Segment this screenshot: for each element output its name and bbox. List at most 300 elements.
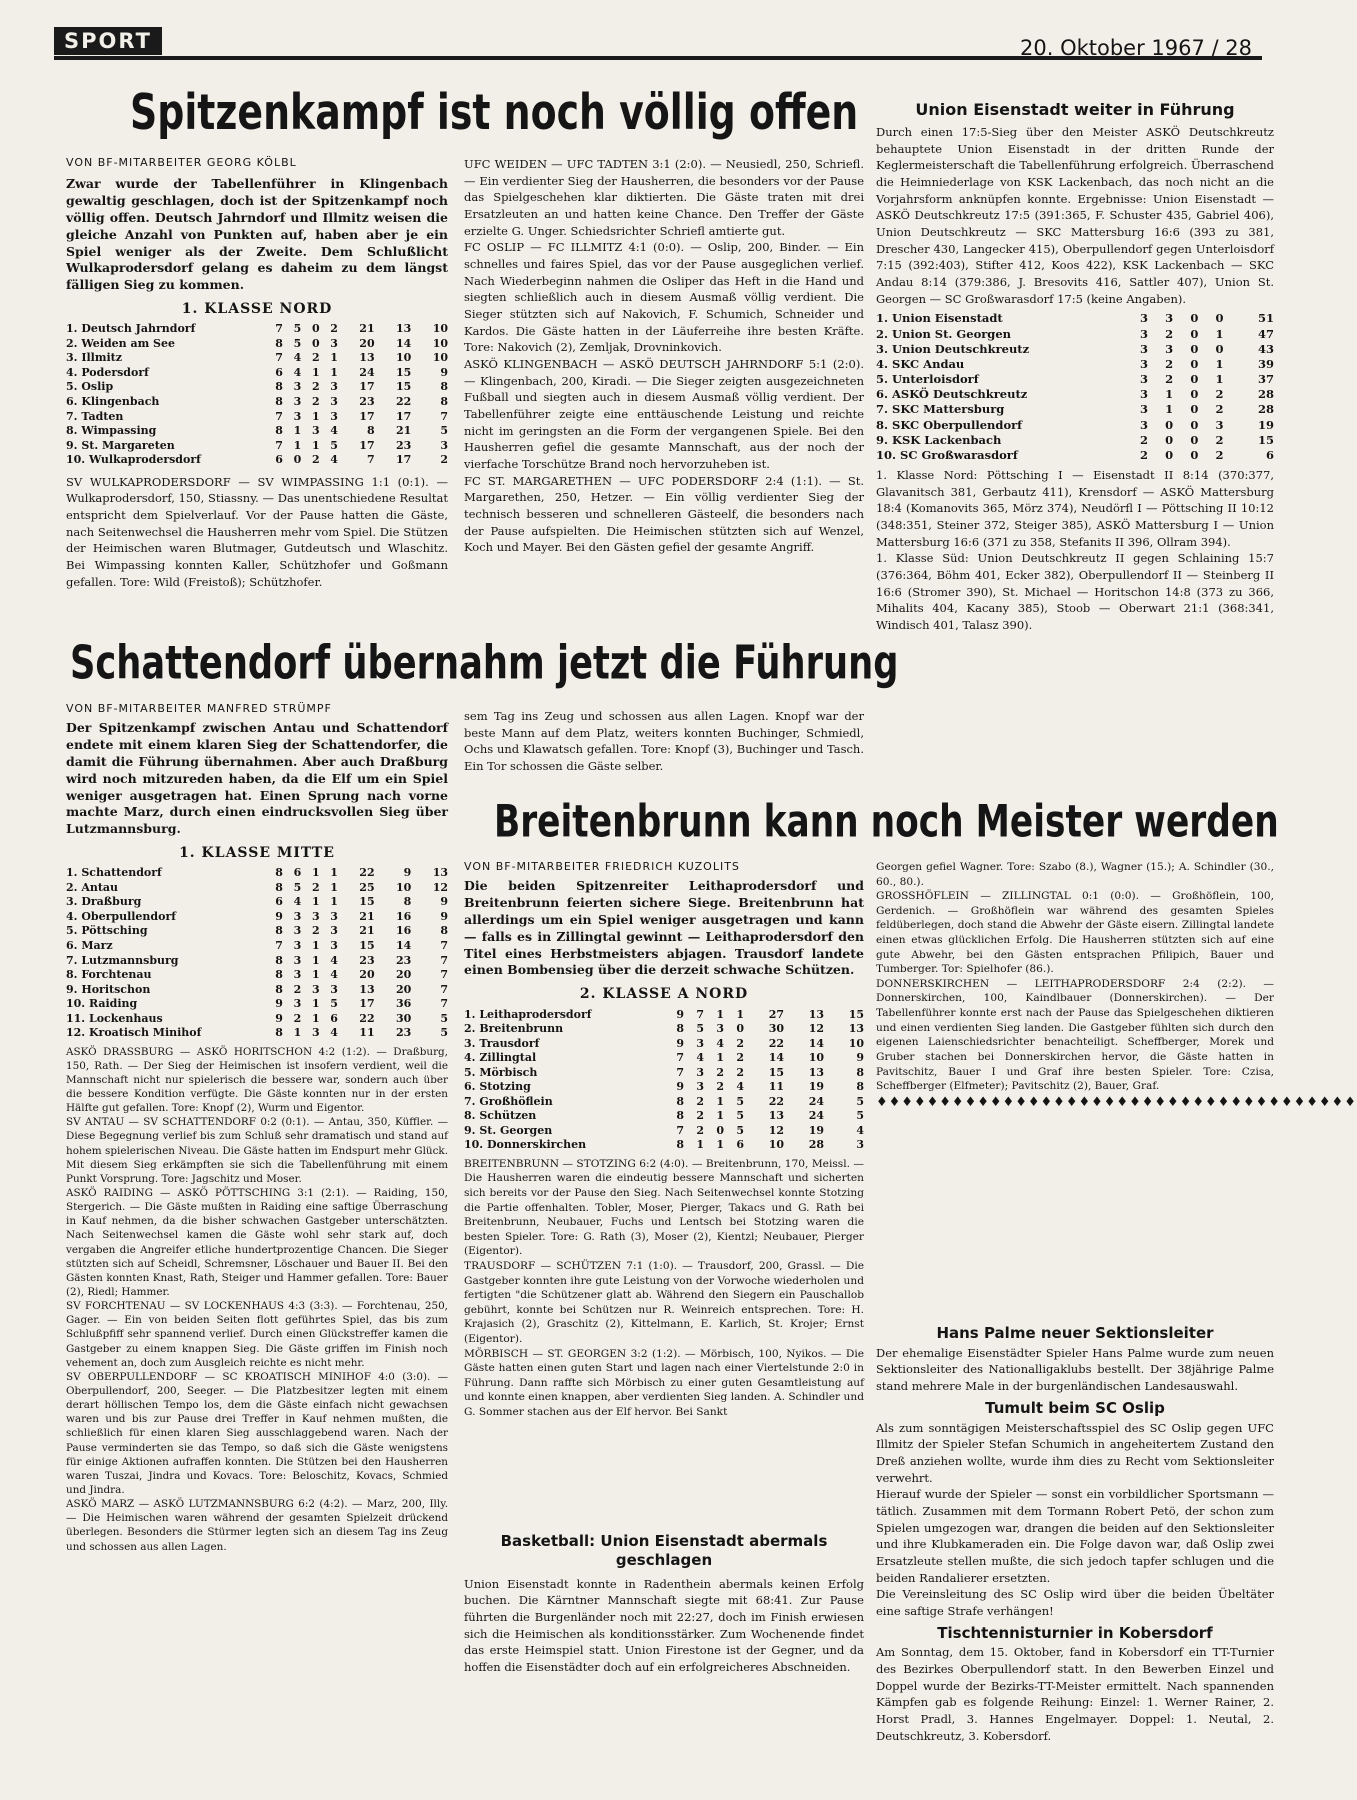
stat-cell: 3 (293, 380, 302, 394)
stat-cell: 9 (275, 997, 283, 1011)
article3-report-donnerskirchen: DONNERSKIRCHEN — LEITHAPRODERSDORF 2:4 (2:2). — Donnerskirchen, 100, Kaindlbauer (Donnerskirchen). — Der Tabellenführer konnte erst nach der Pause das Spielgeschehen diktieren und einen verdienten Sieg landen. Die Gastgeber fühlten sich durch den eigenen Laienschiedsrichter benachteiligt. Scheffberger, Morek und Gruber stachen bei Donnerskirchen hervor, die Gäste hatten in Pavitschitz, Bauer I und Graf ihre besten Spieler. Tore: Czisa, Scheffberger (Elfmeter); Pavitschitz (2), Bauer, Graf. (876, 977, 1274, 1093)
stat-cell: 3 (293, 953, 302, 967)
article2-column-left (66, 720, 448, 1554)
stat-cell: 4 (330, 953, 338, 967)
stat-cell: 10 (848, 1036, 864, 1050)
stat-cell: 9 (676, 1036, 684, 1050)
stat-cell: 2 (736, 1065, 744, 1079)
standings-row (66, 453, 448, 468)
stat-cell: 9 (440, 365, 448, 379)
stat-cell: 1 (330, 365, 338, 379)
stat-cell: 11 (359, 1026, 375, 1040)
team-name: 11. Lockenhaus (66, 1011, 163, 1025)
stat-cell: 17 (395, 453, 412, 467)
stat-cell: 4 (856, 1123, 864, 1137)
stat-cell: 47 (1257, 326, 1274, 341)
stat-cell: 13 (808, 1007, 824, 1021)
team-name: 1. Leithaprodersdorf (464, 1007, 592, 1021)
stat-cell: 8 (403, 895, 412, 909)
star-divider: ♦♦♦♦♦♦♦♦♦♦♦♦♦♦♦♦♦♦♦♦♦♦♦♦♦♦♦♦♦♦♦♦♦♦♦♦♦♦ (876, 1094, 1357, 1110)
stat-cell: 23 (395, 438, 412, 452)
stat-cell: 37 (1257, 372, 1274, 387)
tumult-text-3: Die Vereinsleitung des SC Oslip wird über die beiden Übeltäter eine saftige Strafe verhängen! (876, 1587, 1274, 1618)
stat-cell: 14 (768, 1051, 784, 1065)
stat-cell: 3 (1139, 402, 1148, 417)
stat-cell: 1 (1215, 356, 1224, 371)
stat-cell: 15 (359, 939, 375, 952)
stat-cell: 1 (1165, 402, 1174, 417)
stat-cell: 21 (359, 924, 375, 938)
stat-cell: 1 (716, 1051, 724, 1065)
tumult-text-1: Als zum sonntägigen Meisterschaftsspiel des SC Oslip gegen UFC Illmitz der Spieler Stefan Schumich in angeheitertem Zustand den Dreß anziehen wollte, wurde ihm dies zu Recht vom Sektionsleiter verwehrt. (876, 1420, 1274, 1485)
article1-lead: Zwar wurde der Tabellenführer in Klingenbach gewaltig geschlagen, doch ist der Spitzenkampf noch völlig offen. Deutsch Jahrndorf und Illmitz weisen die gleiche Anzahl von Punkten auf, haben aber je ein Spiel weniger als der Zweite. Dem Schlußlicht Wulkaprodersdorf gelang es daheim zu dem längst fälligen Sieg zu kommen. (66, 176, 448, 293)
team-name: 7. Lutzmannsburg (66, 953, 179, 967)
stat-cell: 0 (1190, 341, 1199, 356)
standings-row (464, 1138, 864, 1153)
team-name: 5. Unterloisdorf (876, 372, 979, 387)
stat-cell: 2 (1165, 372, 1174, 387)
stat-cell: 0 (736, 1022, 744, 1036)
stat-cell: 3 (293, 395, 302, 408)
stat-cell: 25 (359, 880, 375, 894)
stat-cell: 28 (1257, 402, 1274, 417)
team-name: 4. SKC Andau (876, 356, 965, 371)
stat-cell: 3 (856, 1138, 864, 1152)
stat-cell: 22 (395, 395, 412, 408)
stat-cell: 1 (311, 997, 320, 1011)
stat-cell: 0 (1215, 311, 1224, 326)
standings-row (66, 997, 448, 1012)
article1-report-oslip: FC OSLIP — FC ILLMITZ 4:1 (0:0). — Oslip, 200, Binder. — Ein schnelles und faires Spiel, das vor der Pause ausgeglichen verlief. Nach Wiederbeginn nahmen die Osliper das Heft in die Hand und siegten schließlich auch in diesem Ausmaß völlig verdient. Die Sieger stützten sich auf Nakovich, F. Schumich, Schneider und Kardos. Die Gäste hatten in der Läuferreihe ihre besten Kräfte. Tore: Nakovich (2), Zemljak, Drovninkovich. (464, 240, 864, 355)
stat-cell: 5 (293, 336, 302, 350)
stat-cell: 2 (293, 982, 302, 996)
standings-row (66, 910, 448, 925)
standings-row (876, 433, 1274, 448)
stat-cell: 9 (275, 909, 283, 923)
article1-report-wulkaprodersdorf: SV WULKAPRODERSDORF — SV WIMPASSING 1:1 (0:1). — Wulkaprodersdorf, 150, Stiassny. — Das unentschiedene Resultat entspricht dem Spielverlauf. Vor der Pause hatten die Gäste, nach Seitenwechsel die Hausherren mehr vom Spiel. Die Stützen der Heimischen waren Blutmager, Gutdeutsch und Wlaschitz. Bei Wimpassing konnten Kaller, Schützhofer und Goßmann gefallen. Tore: Wild (Freistoß); Schützhofer. (66, 474, 448, 589)
standings-row (876, 372, 1274, 387)
stat-cell: 1 (696, 1138, 704, 1152)
header-rule (54, 56, 1262, 60)
stat-cell: 8 (275, 953, 283, 967)
standings-row (66, 1026, 448, 1041)
article2-lead: Der Spitzenkampf zwischen Antau und Schattendorf endete mit einem klaren Sieg der Schattendorfer, die damit die Führung übernahmen. Aber auch Draßburg wird noch mitzureden haben, da die Elf um ein Spiel weniger ausgetragen hat. Einen Sprung nach vorne machte Marz, durch einen eindrucksvollen Sieg über Lutzmannsburg. (66, 720, 448, 837)
standings-row (464, 1080, 864, 1095)
stat-cell: 17 (359, 997, 375, 1011)
stat-cell: 1 (330, 351, 338, 365)
article3-byline: VON BF-MITARBEITER FRIEDRICH KUZOLITS (464, 860, 740, 873)
stat-cell: 1 (736, 1007, 744, 1021)
standings-row (876, 311, 1274, 326)
stat-cell: 28 (808, 1138, 824, 1152)
stat-cell: 7 (440, 939, 448, 952)
standings-row (66, 866, 448, 881)
standings-row (66, 968, 448, 983)
team-name: 4. Oberpullendorf (66, 909, 176, 923)
stat-cell: 13 (432, 866, 448, 880)
stat-cell: 4 (293, 895, 302, 909)
stat-cell: 3 (293, 924, 302, 938)
stat-cell: 15 (768, 1065, 784, 1079)
stat-cell: 7 (440, 982, 448, 996)
article3-report-georgen-continued: Georgen gefiel Wagner. Tore: Szabo (8.), Wagner (15.); A. Schindler (30., 60., 80.). (876, 861, 1274, 888)
stat-cell: 30 (768, 1022, 784, 1036)
stat-cell: 2 (440, 453, 448, 467)
standings-row (66, 924, 448, 939)
table2-title: 1. KLASSE MITTE (179, 845, 335, 862)
stat-cell: 0 (1165, 417, 1174, 432)
stat-cell: 20 (359, 968, 375, 982)
stat-cell: 15 (1257, 432, 1274, 447)
article1-column-left (66, 176, 448, 590)
standings-row (66, 322, 448, 337)
stat-cell: 2 (311, 453, 320, 467)
team-name: 6. ASKÖ Deutschkreutz (876, 387, 1028, 402)
stat-cell: 30 (395, 1011, 412, 1025)
stat-cell: 7 (366, 453, 375, 467)
stat-cell: 8 (275, 866, 283, 880)
stat-cell: 6 (275, 453, 283, 467)
stat-cell: 7 (696, 1007, 704, 1021)
article1-report-margarethen: FC ST. MARGARETHEN — UFC PODERSDORF 2:4 (1:1). — St. Margarethen, 250, Hetzer. — Ein völlig verdienter Sieg der technisch besseren und schnelleren Gästeelf, die besonders nach der Pause aufspielten. Die Heimischen stützten sich auf Wenzel, Koch und Mayer. Bei den Gästen gefiel der gesamte Angriff. (464, 473, 864, 555)
standings-row (66, 983, 448, 998)
article3-report-breitenbrunn: BREITENBRUNN — STOTZING 6:2 (4:0). — Breitenbrunn, 170, Meissl. — Die Hausherren waren die eindeutig bessere Mannschaft und sicherten sich bereits vor der Pause den Sieg. Nach Seitenwechsel konnte Stotzing die Partie offenhalten. Tobler, Moser, Pierger, Takacs und G. Rath bei Breitenbrunn, Neubauer, Fuchs und Lentsch bei Stotzing waren die besten Spieler. Tore: G. Rath (3), Moser (2), Kientzl; Neubauer, Pierger (Eigentor). (464, 1157, 864, 1258)
stat-cell: 2 (716, 1065, 724, 1079)
tischtennis-text: Am Sonntag, dem 15. Oktober, fand in Kobersdorf ein TT-Turnier des Bezirkes Oberpullendorf statt. In den Bewerben Einzel und Doppel wurde der Bezirks-TT-Meister ermittelt. Nach spannenden Kämpfen gab es folgende Reihung: Einzel: 1. Werner Rainer, 2. Horst Pradl, 3. Hannes Engelmayer. Doppel: 1. Neutal, 2. Deutschkreutz, 3. Kobersdorf. (876, 1645, 1274, 1743)
stat-cell: 8 (676, 1022, 684, 1036)
stat-cell: 1 (716, 1007, 724, 1021)
stat-cell: 3 (1139, 326, 1148, 341)
article2-report-forchtenau: SV FORCHTENAU — SV LOCKENHAUS 4:3 (3:3). — Forchtenau, 250, Gager. — Ein von beiden Seiten flott geführtes Spiel, das bis zum Schlußpfiff sehr spannend verlief. Durch einen Glückstreffer kamen die Gastgeber zu einem knappen Sieg. Die Gäste griffen im Finish noch vehement an, doch zum Ausgleich reichte es nicht mehr. (66, 1300, 448, 1369)
stat-cell: 6 (275, 365, 283, 379)
stat-cell: 2 (1165, 326, 1174, 341)
stat-cell: 24 (359, 365, 375, 379)
team-name: 8. Forchtenau (66, 968, 152, 982)
team-name: 8. Wimpassing (66, 424, 157, 438)
stat-cell: 17 (395, 409, 412, 423)
stat-cell: 1 (716, 1138, 724, 1152)
stat-cell: 2 (1139, 432, 1148, 447)
article2-report-antau: SV ANTAU — SV SCHATTENDORF 0:2 (0:1). — Antau, 350, Küffler. — Diese Begegnung verlief bis zum Schluß sehr dramatisch und stand auf hohem spielerischen Niveau. Die Gäste hatten im Endspurt mehr Glück. Mit diesem Sieg erkämpften sie sich die Tabellenführung mit einem Punkt Vorsprung. Tore: Jagschitz und Moser. (66, 1116, 448, 1185)
team-name: 6. Marz (66, 939, 113, 952)
article2-headline: Schattendorf übernahm jetzt die Führung (70, 636, 899, 690)
stat-cell: 22 (768, 1036, 784, 1050)
stat-cell: 9 (275, 1011, 283, 1025)
stat-cell: 1 (1215, 326, 1224, 341)
stat-cell: 1 (716, 1109, 724, 1123)
article3-report-trausdorf: TRAUSDORF — SCHÜTZEN 7:1 (1:0). — Trausdorf, 200, Grassl. — Die Gastgeber konnten ihre gute Leistung von der Vorwoche wiederholen und fertigten "die Schützener glatt ab. Während den Siegern ein Pauschallob gebührt, konnte bei Schützen nur R. Weinreich entsprechen. Tore: H. Krajasich (2), Graschitz (2), Kittelmann, E. Karlich, St. Krojer; Ernst (Eigentor). (464, 1259, 864, 1346)
stat-cell: 5 (293, 322, 302, 336)
stat-cell: 6 (736, 1138, 744, 1152)
stat-cell: 2 (696, 1094, 704, 1108)
stat-cell: 3 (330, 380, 338, 394)
article1-column-right (464, 156, 864, 556)
basketball-text: Union Eisenstadt konnte in Radenthein abermals keinen Erfolg buchen. Die Kärntner Mannschaft siegte mit 68:41. Zur Pause führten die Burgenländer noch mit 22:27, doch im Finish erwiesen sich die Heimischen als konditionsstärker. Zum Wochenende findet das erste Heimspiel statt. Union Firestone ist der Gegner, und da hoffen die Eisenstädter doch auf ein erfolgreicheres Abschneiden. (464, 1576, 864, 1674)
stat-cell: 6 (275, 895, 283, 909)
stat-cell: 0 (1190, 432, 1199, 447)
union-text: Durch einen 17:5-Sieg über den Meister ASKÖ Deutschkreutz behauptete Union Eisenstadt in der dritten Runde der Keglermeisterschaft die Tabellenführung erfolgreich. Überraschend die Heimniederlage von KSK Lackenbach, das noch nicht an die Vorjahrsform anknüpfen konnte. Ergebnisse: Union Eisenstadt — ASKÖ Deutschkreutz 17:5 (391:365, F. Schuster 435, Gabriel 406), Union Deutschkreutz — SKC Mattersburg 16:6 (393 zu 381, Drescher 430, Langecker 415), Oberpullendorf gegen Unterloisdorf 7:15 (392:403), Stifter 412, Koos 422), KSK Lackenbach — SKC Andau 8:14 (379:386, J. Bresovits 416, Sattler 407), Union St. Georgen — SC Großwarasdorf 17:5 (keine Angaben). (876, 125, 1274, 306)
stat-cell: 8 (440, 395, 448, 408)
stat-cell: 4 (330, 968, 338, 982)
stat-cell: 3 (330, 982, 338, 996)
stat-cell: 20 (395, 968, 412, 982)
stat-cell: 5 (440, 424, 448, 438)
stat-cell: 15 (848, 1007, 864, 1021)
standings-table-1-klasse-nord (66, 322, 448, 467)
stat-cell: 1 (311, 866, 320, 880)
stat-cell: 10 (432, 322, 448, 336)
stat-cell: 2 (311, 924, 320, 938)
standings-row (66, 939, 448, 954)
stat-cell: 0 (1190, 372, 1199, 387)
stat-cell: 9 (403, 866, 412, 880)
article-union-eisenstadt (876, 100, 1274, 634)
stat-cell: 4 (716, 1036, 724, 1050)
stat-cell: 15 (359, 895, 375, 909)
stat-cell: 13 (395, 322, 412, 336)
team-name: 10. Raiding (66, 997, 138, 1011)
stat-cell: 6 (293, 866, 302, 880)
stat-cell: 8 (275, 1026, 283, 1040)
team-name: 10. Wulkaprodersdorf (66, 453, 201, 467)
stat-cell: 16 (395, 924, 412, 938)
standings-row (464, 1022, 864, 1037)
stat-cell: 7 (275, 438, 283, 452)
stat-cell: 3 (293, 997, 302, 1011)
stat-cell: 2 (1215, 447, 1224, 462)
stat-cell: 0 (1165, 447, 1174, 462)
article2-report-drassburg: ASKÖ DRASSBURG — ASKÖ HORITSCHON 4:2 (1:2). — Draßburg, 150, Rath. — Der Sieg der Heimischen ist insofern verdient, weil die Mannschaft nicht nur spielerisch die bessere war, sondern auch über die bessere Kondition verfügte. Die Gäste konnten nur in der ersten Hälfte gut gefallen. Tore: Knopf (2), Wurm und Eigentor. (66, 1045, 448, 1115)
stat-cell: 8 (856, 1080, 864, 1094)
team-name: 9. KSK Lackenbach (876, 432, 1002, 447)
stat-cell: 2 (311, 880, 320, 894)
stat-cell: 0 (311, 336, 320, 350)
stat-cell: 4 (293, 351, 302, 365)
standings-row (464, 1037, 864, 1052)
stat-cell: 0 (1190, 311, 1199, 326)
stat-cell: 7 (676, 1051, 684, 1065)
stat-cell: 19 (808, 1080, 824, 1094)
stat-cell: 1 (311, 438, 320, 452)
stat-cell: 8 (440, 380, 448, 394)
stat-cell: 8 (676, 1138, 684, 1152)
stat-cell: 7 (275, 409, 283, 423)
standings-row (876, 387, 1274, 402)
stat-cell: 0 (1190, 417, 1199, 432)
date-page-number: 20. Oktober 1967 / 28 (1020, 36, 1252, 60)
article3-column-left (464, 878, 864, 1420)
stat-cell: 4 (293, 365, 302, 379)
standings-row (464, 1008, 864, 1023)
team-name: 7. SKC Mattersburg (876, 402, 1005, 417)
standings-row (66, 351, 448, 366)
standings-row (464, 1066, 864, 1081)
stat-cell: 7 (440, 968, 448, 982)
stat-cell: 36 (395, 997, 412, 1011)
article2-report-raiding: ASKÖ RAIDING — ASKÖ PÖTTSCHING 3:1 (2:1). — Raiding, 150, Stergerich. — Die Gäste mußten in Raiding eine saftige Überraschung in Kauf nehmen, da die bisher schwachen Gastgeber unterschätzten. Nach Seitenwechsel kamen die Gäste wohl sehr stark auf, doch vergaben die Angreifer etliche hundertprozentige Chancen. Die Sieger stützten sich auf Scheidl, Schremsner, Löschauer und Bauer II. Bei den Gästen konnten Knast, Rath, Steiger und Hammer gefallen. Tore: Bauer (2), Riedl; Hammer. (66, 1187, 448, 1298)
stat-cell: 0 (1190, 326, 1199, 341)
stat-cell: 3 (330, 924, 338, 938)
standings-row (66, 395, 448, 410)
tumult-headline: Tumult beim SC Oslip (985, 1398, 1165, 1417)
stat-cell: 10 (432, 336, 448, 350)
team-name: 4. Podersdorf (66, 365, 149, 379)
union-text-klasse-nord: 1. Klasse Nord: Pöttsching I — Eisenstadt II 8:14 (370:377, Glavanitsch 381, Gerbautz 411), Krensdorf — ASKÖ Mattersburg 18:4 (Komanovits 365, Mörz 374), Neudörfl I — Pöttsching II 10:12 (348:351, Steiner 372, Steiger 385), ASKÖ Mattersburg I — Union Mattersburg 16:6 (371 zu 358, Stefanits II 396, Ollram 394). (876, 468, 1274, 549)
team-name: 3. Union Deutschkreutz (876, 341, 1030, 356)
stat-cell: 23 (359, 953, 375, 967)
stat-cell: 1 (311, 968, 320, 982)
stat-cell: 4 (736, 1080, 744, 1094)
stat-cell: 0 (1190, 387, 1199, 402)
stat-cell: 1 (330, 880, 338, 894)
stat-cell: 1 (1215, 372, 1224, 387)
stat-cell: 10 (808, 1051, 824, 1065)
stat-cell: 3 (1139, 387, 1148, 402)
team-name: 6. Stotzing (464, 1080, 531, 1094)
team-name: 12. Kroatisch Minihof (66, 1026, 202, 1040)
article3-report-grosshoeflein: GROSSHÖFLEIN — ZILLINGTAL 0:1 (0:0). — Großhöflein, 100, Gerdenich. — Großhöflein war während des gesamten Spieles feldüberlegen, doch stand die Abwehr der Gäste eisern. Zillingtal landete einen etwas glücklichen Erfolg. Die Hausherren stützten sich auf eine gute Abwehr, bei den Gästen entsprachen Pfilipich, Bauer und Tumberger. Tor: Spielhofer (86.). (876, 890, 1274, 976)
stat-cell: 0 (1190, 356, 1199, 371)
stat-cell: 3 (1215, 417, 1224, 432)
team-name: 1. Union Eisenstadt (876, 311, 1003, 326)
stat-cell: 3 (311, 982, 320, 996)
team-name: 1. Schattendorf (66, 866, 162, 880)
stat-cell: 9 (676, 1080, 684, 1094)
article3-column-right (876, 860, 1357, 1112)
stat-cell: 28 (1257, 387, 1274, 402)
stat-cell: 13 (359, 351, 375, 365)
stat-cell: 5 (736, 1094, 744, 1108)
stat-cell: 0 (1190, 402, 1199, 417)
stat-cell: 13 (359, 982, 375, 996)
stat-cell: 4 (330, 424, 338, 438)
standings-row (876, 448, 1274, 463)
standings-table-1-klasse-mitte (66, 866, 448, 1040)
stat-cell: 1 (311, 1011, 320, 1025)
stat-cell: 10 (395, 351, 412, 365)
table3-title: 2. KLASSE A NORD (579, 986, 749, 1003)
stat-cell: 21 (359, 322, 375, 336)
palme-headline: Hans Palme neuer Sektionsleiter (936, 1324, 1214, 1342)
stat-cell: 51 (1257, 311, 1274, 326)
stat-cell: 5 (440, 1011, 448, 1025)
stat-cell: 9 (856, 1051, 864, 1065)
stat-cell: 0 (1190, 447, 1199, 462)
stat-cell: 7 (676, 1123, 684, 1137)
stat-cell: 4 (696, 1051, 704, 1065)
stat-cell: 2 (311, 395, 320, 408)
article3-lead: Die beiden Spitzenreiter Leithaprodersdorf und Breitenbrunn feierten sichere Siege. Breitenbrunn hat allerdings um ein Spiel weniger ausgetragen und kann — falls es in Zillingtal gewinnt — Leithaprodersdorf den Titel eines Herbstmeisters abjagen. Trausdorf landete einen Bombensieg über die derzeit schwache Schützen. (464, 878, 864, 978)
stat-cell: 15 (395, 380, 412, 394)
stat-cell: 17 (359, 409, 375, 423)
stat-cell: 0 (1165, 432, 1174, 447)
stat-cell: 7 (440, 953, 448, 967)
union-text-klasse-sued: 1. Klasse Süd: Union Deutschkreutz II gegen Schlaining 15:7 (376:364, Böhm 401, Ecker 382), Oberpullendorf II — Steinberg II 16:6 (Stromer 390), St. Michael — Horitschon 14:8 (373 zu 366, Mihalits 404, Kacany 385), Stoob — Oberwart 21:1 (368:341, Windisch 401, Talasz 390). (876, 551, 1274, 633)
stat-cell: 3 (696, 1036, 704, 1050)
stat-cell: 2 (696, 1109, 704, 1123)
stat-cell: 11 (768, 1080, 784, 1094)
stat-cell: 9 (440, 895, 448, 909)
standings-row (66, 366, 448, 381)
stat-cell: 12 (808, 1022, 824, 1036)
stat-cell: 2 (1215, 402, 1224, 417)
article1-report-klingenbach: ASKÖ KLINGENBACH — ASKÖ DEUTSCH JAHRNDORF 5:1 (2:0). — Klingenbach, 200, Kiradi. — Die Sieger zeigten ausgezeichneten Fußball und siegten auch in diesem Ausmaß völlig verdient. Der Tabellenführer zeigte eine enttäuschende Leistung und reichte nicht im geringsten an die Form der vergangenen Spiele. Bei den Hausherren gefiel die gesamte Mannschaft, aus der noch der vierfache Torschütze Brand noch hervorzuheben ist. (464, 357, 864, 472)
stat-cell: 2 (736, 1051, 744, 1065)
stat-cell: 1 (293, 1026, 302, 1040)
standings-row (876, 327, 1274, 342)
stat-cell: 8 (275, 336, 283, 350)
stat-cell: 3 (716, 1022, 724, 1036)
standings-row (464, 1124, 864, 1139)
article1-report-weiden: UFC WEIDEN — UFC TADTEN 3:1 (2:0). — Neusiedl, 250, Schriefl. — Ein verdienter Sieg der Hausherren, die besonders vor der Pause das Spielgeschehen klar diktierten. Die Gäste traten mit drei Ersatzleuten an und hatten keine Chance. Den Treffer der Gäste erzielte G. Unger. Schiedsrichter Schriefl amtierte gut. (464, 157, 864, 238)
stat-cell: 10 (432, 351, 448, 365)
team-name: 2. Weiden am See (66, 336, 176, 350)
article3-headline: Breitenbrunn kann noch Meister werden (494, 796, 1279, 848)
stat-cell: 20 (395, 982, 412, 996)
stat-cell: 0 (311, 322, 320, 336)
team-name: 1. Deutsch Jahrndorf (66, 322, 196, 336)
stat-cell: 3 (1165, 341, 1174, 356)
stat-cell: 1 (293, 424, 302, 438)
section-label: SPORT (54, 27, 162, 55)
team-name: 7. Großhöflein (464, 1094, 553, 1108)
team-name: 9. St. Margareten (66, 438, 175, 452)
stat-cell: 2 (311, 380, 320, 394)
basketball-headline: Basketball: Union Eisenstadt abermals geschlagen (500, 1532, 828, 1569)
stat-cell: 3 (1139, 356, 1148, 371)
stat-cell: 24 (808, 1094, 824, 1108)
team-name: 3. Trausdorf (464, 1036, 540, 1050)
stat-cell: 7 (275, 322, 283, 336)
stat-cell: 2 (736, 1036, 744, 1050)
stat-cell: 8 (676, 1109, 684, 1123)
kegel-standings-table (876, 311, 1274, 463)
stat-cell: 3 (1139, 372, 1148, 387)
team-name: 9. Horitschon (66, 982, 151, 996)
standings-row (876, 357, 1274, 372)
stat-cell: 7 (440, 997, 448, 1011)
stat-cell: 3 (293, 968, 302, 982)
stat-cell: 0 (1215, 341, 1224, 356)
stat-cell: 5 (330, 438, 338, 452)
stat-cell: 15 (395, 365, 412, 379)
stat-cell: 3 (440, 438, 448, 452)
team-name: 9. St. Georgen (464, 1123, 553, 1137)
standings-row (66, 1012, 448, 1027)
team-name: 6. Klingenbach (66, 395, 160, 408)
stat-cell: 23 (395, 953, 412, 967)
stat-cell: 3 (1165, 311, 1174, 326)
standings-row (66, 410, 448, 425)
article-basketball (464, 1532, 864, 1676)
stat-cell: 6 (1265, 447, 1274, 462)
stat-cell: 2 (696, 1123, 704, 1137)
stat-cell: 1 (330, 866, 338, 880)
stat-cell: 3 (696, 1080, 704, 1094)
stat-cell: 3 (311, 424, 320, 438)
team-name: 8. SKC Oberpullendorf (876, 417, 1023, 432)
team-name: 5. Oslip (66, 380, 114, 394)
stat-cell: 1 (311, 895, 320, 909)
article1-headline: Spitzenkampf ist noch völlig offen (130, 84, 859, 142)
stat-cell: 43 (1257, 341, 1274, 356)
stat-cell: 3 (330, 909, 338, 923)
stat-cell: 5 (330, 997, 338, 1011)
team-name: 3. Illmitz (66, 351, 122, 365)
stat-cell: 8 (275, 982, 283, 996)
team-name: 5. Pöttsching (66, 924, 148, 938)
stat-cell: 1 (1165, 387, 1174, 402)
